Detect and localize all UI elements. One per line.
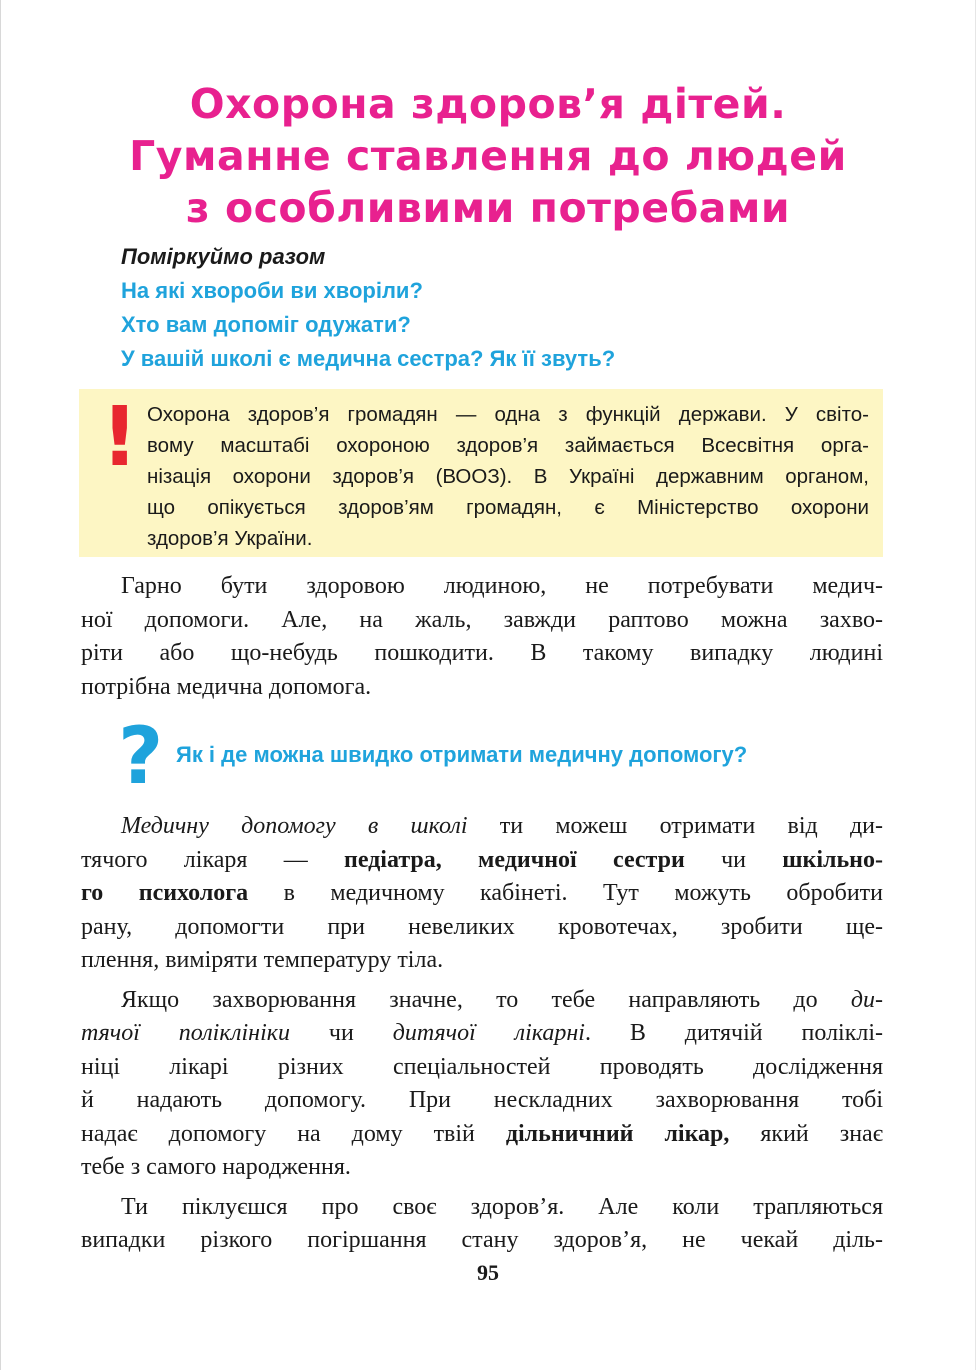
text-line: рану, допомогти при невеликих кровотечах, зробити ще- [81, 913, 883, 940]
notice-line: нізація охорони здоров’я (ВООЗ). В Україні державним органом, [147, 465, 869, 488]
text-run: чи [289, 1020, 393, 1046]
text-line: ніці лікарі різних спеціальностей проводять дослідження [81, 1053, 883, 1080]
text-line: потрібна медична допомога. [81, 673, 372, 700]
bold-term: го психолога [81, 880, 249, 906]
notice-box [79, 389, 883, 557]
notice-line: що опікується здоров’ям громадян, є Міністерство охорони [147, 496, 869, 519]
paragraph-2 [81, 810, 883, 1258]
notice-line: вому масштабі охороною здоров’я займається Всесвітня орга- [147, 434, 869, 457]
text-line: Ти піклуєшся про своє здоров’я. Але коли трапляються [121, 1193, 883, 1220]
bold-term: дільничний лікар, [505, 1120, 730, 1147]
text-line [81, 1118, 883, 1152]
text-line [81, 844, 883, 878]
italic-phrase: тячої поліклініки [81, 1020, 290, 1046]
discussion-question: У вашій школі є медична сестра? Як її звуть? [121, 346, 616, 371]
bold-term: педіатра, медичної сестри [343, 846, 685, 873]
page-title [1, 78, 975, 234]
text-line [81, 984, 883, 1018]
notice-text [147, 399, 869, 554]
text-line: Гарно бути здоровою людиною, не потребувати медич- [121, 573, 883, 599]
italic-phrase: ди- [850, 986, 883, 1013]
text-run: в медичному кабінеті. Тут можуть обробити [248, 880, 883, 906]
italic-phrase: дитячої лікарні [392, 1020, 585, 1046]
text-line: випадки різкого погіршання стану здоров’я, не чекай діль- [81, 1227, 883, 1253]
title-line: з особливими потребами [185, 184, 791, 232]
text-run: . В дитячій поліклі- [584, 1020, 884, 1046]
text-run: чи [684, 846, 783, 873]
bold-term: шкільно- [782, 846, 883, 873]
text-run: Якщо захворювання значне, то тебе направляють до [121, 986, 851, 1013]
notice-line: здоров’я України. [147, 527, 313, 550]
italic-phrase: Медичну допомогу в школі [121, 813, 468, 839]
question-mark-icon: ? [118, 712, 164, 802]
text-line: ної допомоги. Але, на жаль, завжди раптово можна захво- [81, 606, 883, 633]
text-line [81, 1017, 883, 1051]
text-line [81, 877, 883, 911]
text-run: надає допомогу на дому твій [81, 1120, 506, 1147]
text-line [81, 810, 883, 844]
text-run: тячого лікаря — [81, 846, 344, 873]
title-line: Гуманне ставлення до людей [129, 132, 847, 180]
question-text: Як і де можна швидко отримати медичну допомогу? [176, 742, 748, 767]
text-line: ріти або що-небудь пошкодити. В такому випадку людині [81, 640, 883, 666]
paragraph-1 [81, 570, 883, 704]
notice-line: Охорона здоров’я громадян — одна з функцій держави. У світо- [147, 403, 869, 426]
text-line: тебе з самого народження. [81, 1154, 351, 1180]
page-number: 95 [477, 1260, 499, 1285]
discussion-section [121, 240, 615, 376]
discussion-question: На які хвороби ви хворіли? [121, 278, 423, 303]
discussion-heading: Поміркуймо разом [121, 244, 326, 269]
text-run: який знає [729, 1120, 883, 1147]
text-line: плення, виміряти температуру тіла. [81, 947, 444, 973]
text-line: й надають допомогу. При нескладних захворювання тобі [81, 1087, 883, 1113]
exclamation-icon: ! [101, 390, 139, 485]
title-line: Охорона здоров’я дітей. [189, 80, 787, 128]
text-run: ти можеш отримати від ди- [467, 813, 884, 839]
discussion-question: Хто вам допоміг одужати? [121, 312, 411, 337]
